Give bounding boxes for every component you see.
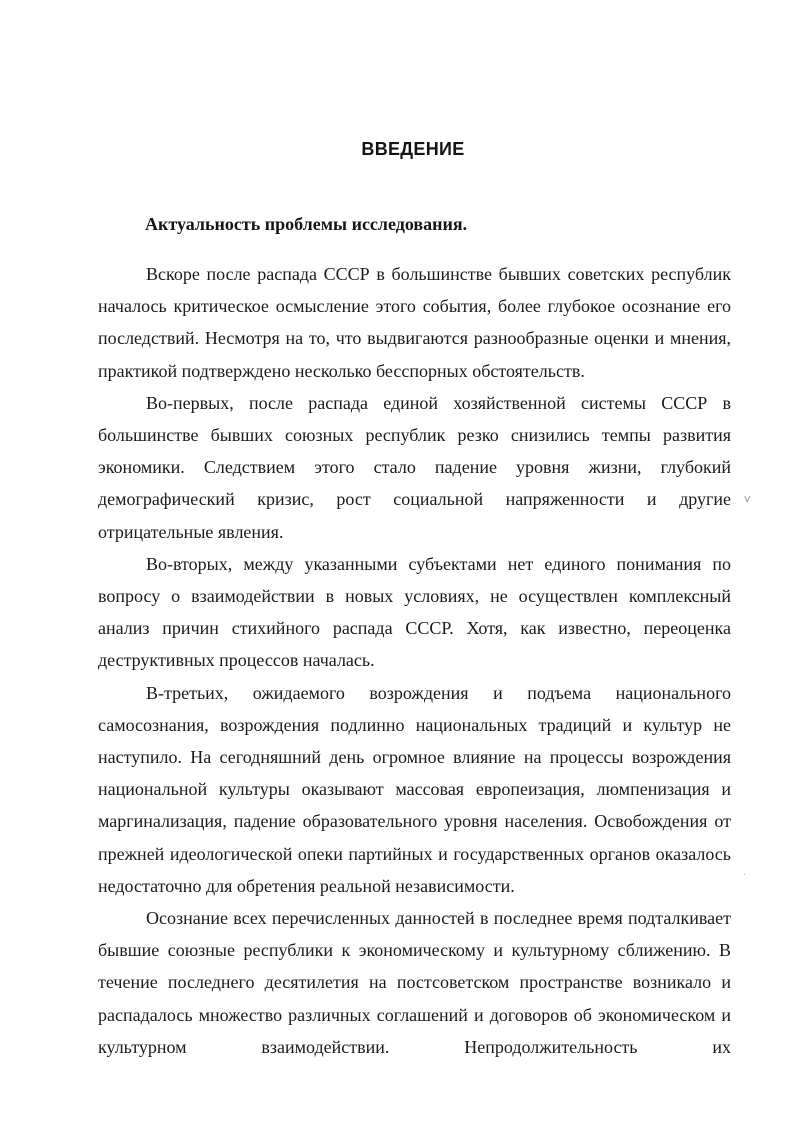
paragraph-5: Осознание всех перечисленных данностей в последнее время подталкивает бывшие союзные республики к экономическому и культурному сближению. В течение последнего десятилетия на постсоветском пространстве возникало и распадалось множество различных соглашений и договоров об экономическом и культурном взаимодействии. Непродолжительность их	[98, 908, 731, 1057]
paragraph-2: Во-первых, после распада единой хозяйственной системы СССР в большинстве бывших союзных республик резко снизились темпы развития экономики. Следствием этого стало падение уровня жизни, глубокий демографический кризис, рост социальной напряженности и другие отрицательные явления.	[98, 392, 731, 542]
section-subheading: Актуальность проблемы исследования.	[145, 214, 468, 234]
paragraph-4: В-третьих, ожидаемого возрождения и подъема национального самосознания, возрождения подлинно национальных традиций и культур не наступило. На сегодняшний день огромное влияние на процессы возрождения национальной культуры оказывают массовая европеизация, люмпенизация и маргинализация, падение образовательного уровня населения. Освобождения от прежней идеологической опеки партийных и государственных органов оказалось недостаточно для обретения реальной независимости.	[98, 682, 731, 896]
paragraph-3: Во-вторых, между указанными субъектами нет единого понимания по вопросу о взаимодействии в новых условиях, не осуществлен комплексный анализ причин стихийного распада СССР. Хотя, как известно, переоценка деструктивных процессов началась.	[98, 553, 731, 671]
page-title: ВВЕДЕНИЕ	[361, 139, 465, 159]
paragraph-1: Вскоре после распада СССР в большинстве бывших советских республик началось критическое осмысление этого события, более глубокое осознание его последствий. Несмотря на то, что выдвигаются разнообразные оценки и мнения, практикой подтверждено несколько бесспорных обстоятельств.	[98, 264, 731, 381]
margin-mark: .	[743, 868, 746, 878]
margin-mark: v	[744, 492, 751, 505]
body-text	[98, 258, 731, 1063]
